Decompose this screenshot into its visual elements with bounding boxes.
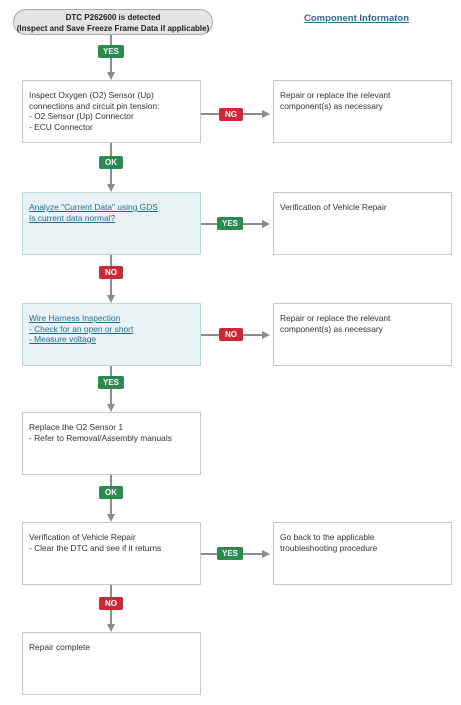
start-title: DTC P262600 is detected bbox=[65, 13, 161, 22]
result-text: Go back to the applicable bbox=[280, 532, 375, 542]
step-text: Repair complete bbox=[29, 642, 90, 652]
step-text: - Refer to Removal/Assembly manuals bbox=[29, 432, 172, 443]
start-subtitle: (Inspect and Save Freeze Frame Data if applicable) bbox=[16, 24, 210, 33]
step-verify-repair bbox=[22, 522, 201, 585]
open-short-check-link[interactable]: - Check for an open or short bbox=[29, 323, 134, 334]
wire-harness-link[interactable]: Wire Harness Inspection bbox=[29, 313, 121, 323]
result-verification bbox=[273, 192, 452, 255]
step-text: Inspect Oxygen (O2) Sensor (Up) bbox=[29, 90, 154, 100]
step-repair-complete bbox=[22, 632, 201, 695]
ok-badge: OK bbox=[99, 486, 123, 499]
step-replace-sensor bbox=[22, 412, 201, 475]
result-text: Repair or replace the relevant bbox=[280, 90, 391, 100]
yes-badge: YES bbox=[98, 45, 124, 58]
yes-badge: YES bbox=[217, 217, 243, 230]
current-data-link[interactable]: Analyze "Current Data" using GDS bbox=[29, 202, 158, 212]
result-repair-replace-1 bbox=[273, 80, 452, 143]
result-text: component(s) as necessary bbox=[280, 323, 383, 334]
step-text: Verification of Vehicle Repair bbox=[29, 532, 136, 542]
result-text: Verification of Vehicle Repair bbox=[280, 202, 387, 212]
no-badge: NO bbox=[219, 328, 243, 341]
step-text: - O2 Sensor (Up) Connector bbox=[29, 111, 134, 121]
no-badge: NO bbox=[99, 266, 123, 279]
start-node bbox=[13, 9, 213, 35]
measure-voltage-link[interactable]: - Measure voltage bbox=[29, 334, 97, 344]
component-information-link[interactable]: Component Informaton bbox=[304, 13, 410, 24]
result-go-back bbox=[273, 522, 452, 585]
step-text: connections and circuit pin tension: bbox=[29, 100, 160, 111]
current-data-question-link[interactable]: Is current data normal? bbox=[29, 212, 116, 223]
step-wire-harness-inspection bbox=[22, 303, 201, 366]
ng-badge: NG bbox=[219, 108, 243, 121]
step-analyze-current-data bbox=[22, 192, 201, 255]
result-text: Repair or replace the relevant bbox=[280, 313, 391, 323]
result-text: component(s) as necessary bbox=[280, 100, 383, 111]
yes-badge: YES bbox=[98, 376, 124, 389]
ok-badge: OK bbox=[99, 156, 123, 169]
result-text: troubleshooting procedure bbox=[280, 542, 378, 553]
step-text: - Clear the DTC and see if it returns bbox=[29, 542, 162, 553]
step-text: - ECU Connector bbox=[29, 121, 93, 132]
no-badge: NO bbox=[99, 597, 123, 610]
yes-badge: YES bbox=[217, 547, 243, 560]
step-text: Replace the O2 Sensor 1 bbox=[29, 422, 124, 432]
step-inspect-sensor bbox=[22, 80, 201, 143]
result-repair-replace-2 bbox=[273, 303, 452, 366]
